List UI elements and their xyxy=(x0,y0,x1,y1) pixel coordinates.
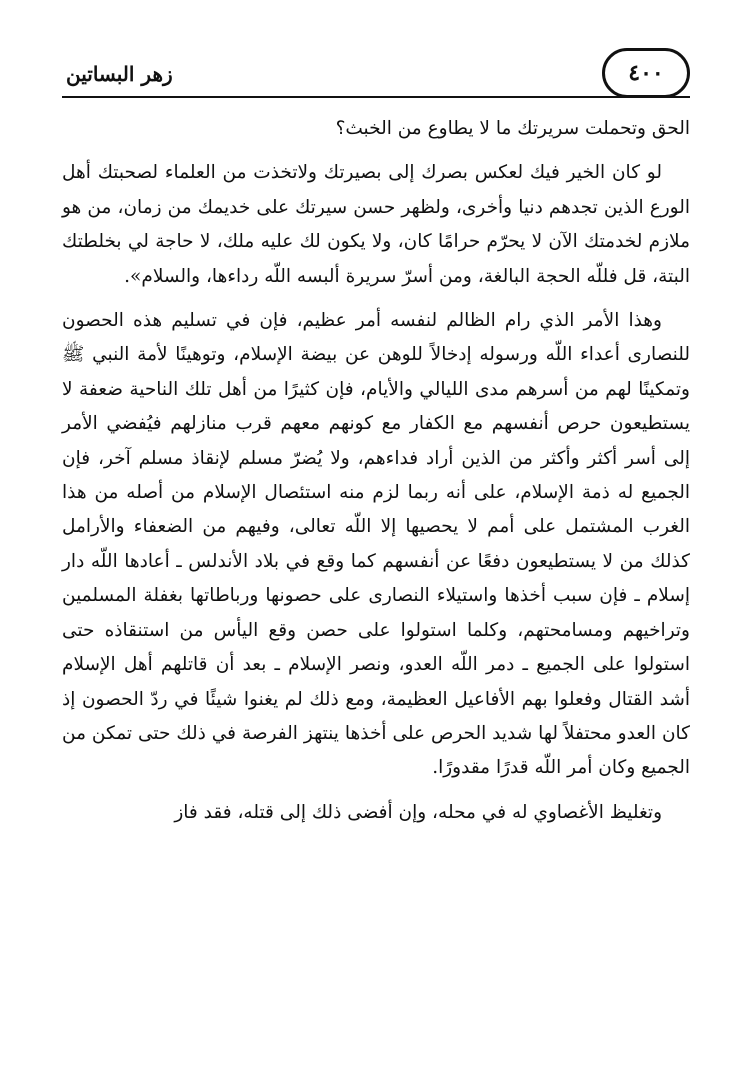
paragraph: لو كان الخير فيك لعكس بصرك إلى بصيرتك ولاتخذت من العلماء لصحبتك أهل الورع الذين تجدهم دنيا وأخرى، ولظهر حسن سيرتك على خديمك من زمان، من هو ملازم لخدمتك الآن لا يحرّم حرامًا كان، ولا يكون لك عليه ملك، لا حاجة لي بخلطتك البتة، قل فللّه الحجة البالغة، ومن أسرّ سريرة ألبسه اللّه رداءها، والسلام». xyxy=(62,162,690,287)
paragraph: وتغليظ الأغصاوي له في محله، وإن أفضى ذلك إلى قتله، فقد فاز xyxy=(174,801,662,823)
paragraph: الحق وتحملت سريرتك ما لا يطاوع من الخبث؟ xyxy=(335,118,690,139)
body-text xyxy=(62,112,690,830)
page-number: ٤٠٠ xyxy=(602,48,690,98)
header-rule xyxy=(62,96,690,98)
page-header xyxy=(62,48,690,104)
running-title: زهر البساتين xyxy=(66,62,173,86)
paragraph: وهذا الأمر الذي رام الظالم لنفسه أمر عظيم، فإن في تسليم هذه الحصون للنصارى أعداء اللّه ورسوله إدخالاً للوهن عن بيضة الإسلام، وتوهينًا لأمة النبي ﷺ وتمكينًا لهم من أسرهم مدى الليالي والأيام، فإن كثيرًا من أهل تلك الناحية ضعفة لا يستطيعون حرص أنفسهم مع الكفار مع كونهم معهم قرب منازلهم فيُفضي الأمر إلى أسر أكثر وأكثر من الذين أراد فداءهم، ولا يُضرّ مسلم لإنقاذ مسلم آخر، فإن الجميع له ذمة الإسلام، على أنه ربما لزم منه استئصال الإسلام من أصله من هذا الغرب المشتمل على أمم لا يحصيها إلا اللّه تعالى، وفيهم من الضعفاء والأرامل كذلك من لا يستطيعون دفعًا عن أنفسهم كما وقع في بلاد الأندلس ـ أعادها اللّه دار إسلام ـ فإن سبب أخذها واستيلاء النصارى على حصونها ورباطاتها بغفلة المسلمين وتراخيهم ومسامحتهم، وكلما استولوا على حصن وقع اليأس من استنقاذه حتى استولوا على الجميع ـ دمر اللّه العدو، ونصر الإسلام ـ بعد أن قاتلهم أهل الإسلام أشد القتال وفعلوا بهم الأفاعيل العظيمة، ومع ذلك لم يغنوا شيئًا في ردّ الحصون إذ كان العدو محتفلاً لها شديد الحرص على أخذها ينتهز الفرصة في ذلك حتى تمكن من الجميع وكان أمر اللّه قدرًا مقدورًا. xyxy=(62,310,690,779)
